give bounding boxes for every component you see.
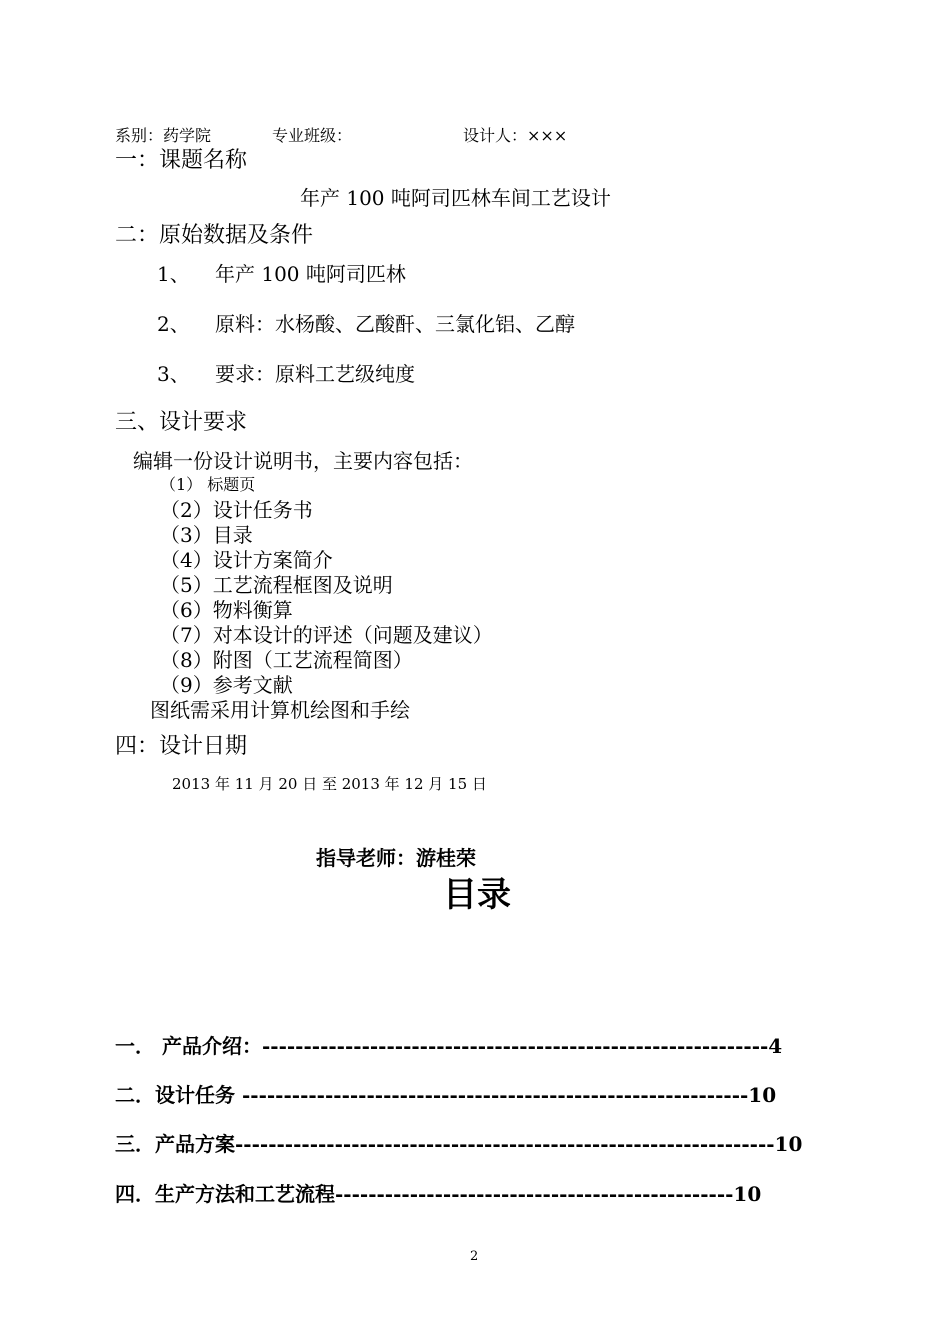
contents-list-item: （2）设计任务书 [160,498,313,522]
designer-label: 设计人：××× [463,126,568,145]
section-3-intro: 编辑一份设计说明书，主要内容包括： [133,449,473,473]
toc-entry: 一． 产品介绍：-------------------------------------------------------------4 [115,1034,783,1058]
section-4-heading: 四：设计日期 [115,734,248,759]
toc-entry: 二．设计任务 -------------------------------------------------------------10 [115,1083,777,1107]
contents-list-item: （6）物料衡算 [160,598,293,622]
page-number: 2 [470,1249,479,1264]
toc-entry: 四．生产方法和工艺流程------------------------------------------------10 [115,1182,762,1206]
contents-list-item: （5）工艺流程框图及说明 [160,573,393,597]
contents-list-item: （4）设计方案简介 [160,548,333,572]
list-item-number: 3、 [157,362,190,386]
project-title: 年产 100 吨阿司匹林车间工艺设计 [300,186,611,210]
list-item-text: 要求：原料工艺级纯度 [215,362,415,386]
contents-list-item: （3）目录 [160,523,253,547]
list-item-text: 年产 100 吨阿司匹林 [215,262,406,286]
department-label: 系别：药学院 [115,126,212,145]
list-item-text: 原料：水杨酸、乙酸酐、三氯化铝、乙醇 [215,312,575,336]
design-dates: 2013 年 11 月 20 日 至 2013 年 12 月 15 日 [172,775,487,793]
list-item-number: 2、 [157,312,190,336]
contents-list-item: （1） 标题页 [160,475,256,494]
list-item-number: 1、 [157,262,190,286]
advisor-name: 指导老师：游桂荣 [316,846,476,870]
section-2-heading: 二：原始数据及条件 [115,223,314,248]
contents-list-item: （8）附图（工艺流程简图） [160,648,413,672]
section-1-heading: 一：课题名称 [115,148,248,173]
major-class-label: 专业班级： [272,126,353,145]
section-3-heading: 三、设计要求 [115,410,248,435]
contents-list-item: （9）参考文献 [160,673,293,697]
contents-list-item: （7）对本设计的评述（问题及建议） [160,623,493,647]
toc-entry: 三．产品方案-----------------------------------------------------------------10 [115,1132,803,1156]
toc-title: 目录 [443,875,511,915]
drawing-note: 图纸需采用计算机绘图和手绘 [150,698,410,722]
